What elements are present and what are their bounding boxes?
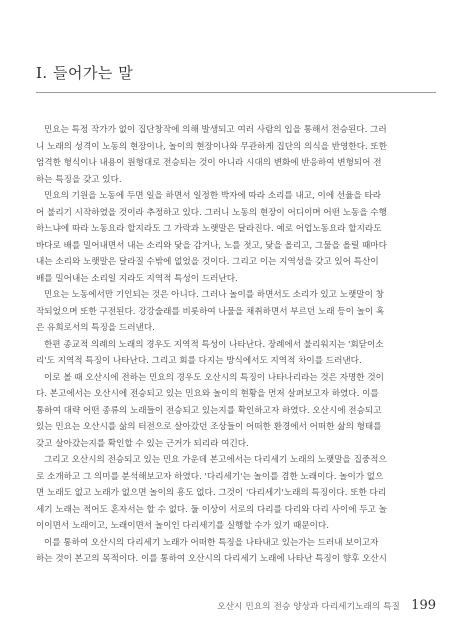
page-number: 199 (411, 598, 436, 613)
text-line: 하는 특징을 갖고 있다. (36, 174, 122, 185)
paragraph (36, 337, 436, 370)
text-line: 민요의 기원을 노동에 두면 일을 하면서 일정한 박자에 따라 소리를 내고, 이에 선율을 타라 (44, 191, 382, 201)
paragraph (36, 287, 436, 337)
text-line: 통하여 대략 어떤 종류의 노래들이 전승되고 있는지를 확인하고자 하였다. 오산시에 전승되고 (36, 405, 382, 416)
paragraph (36, 535, 436, 568)
text-line: 민요는 노동에서만 기인되는 것은 아니다. 그러나 놀이를 하면서도 소리가 있고 노랫말이 창 (44, 290, 384, 300)
text-line: 한편 종교적 의례의 노래의 경우도 지역적 특성이 나타난다. 장례에서 불리워지는 '회닫이소 (44, 339, 384, 350)
text-line: 내는 소리와 노랫말은 달라질 수밖에 없었을 것이다. 그리고 이는 지역성을 갖고 있어 특산이 (36, 257, 379, 267)
text-line: 리'도 지역적 특징이 나타난다. 그리고 회를 다지는 방식에서도 지역적 차이를 드러낸다. (36, 356, 362, 366)
text-line: 어 불리기 시작하였을 것이라 추정하고 있다. 그러니 노동의 현장이 어디이며 어떤 노동을 수행 (36, 207, 387, 218)
text-line: 은 유희로서의 특징을 드러낸다. (36, 323, 155, 333)
text-line: 이이면서 노래이고, 노래이면서 놀이인 다리세기를 실행할 수가 있기 때문이다. (36, 521, 329, 531)
text-line: 있는 민요는 오산시를 삶의 터전으로 살아갔던 조상들이 어떠한 환경에서 어떠한 삶의 형태를 (36, 422, 382, 432)
section-heading: Ⅰ. 들어가는 말 (36, 64, 134, 82)
page-footer (36, 594, 436, 613)
text-line: 다. 본고에서는 오산시에 전승되고 있는 민요와 놀이의 현황을 먼저 살펴보고자 하였다. 이를 (36, 389, 379, 399)
text-line: 민요는 특정 작가가 없이 집단창작에 의해 발생되고 여러 사람의 입을 통해서 전승된다. 그러 (44, 125, 387, 135)
paragraph (36, 452, 436, 535)
text-line: 갖고 살아갔는지를 확인할 수 있는 근거가 되리라 여긴다. (36, 438, 249, 449)
heading-divider (36, 92, 436, 93)
text-line: 하는 것이 본고의 목적이다. 이를 통하여 오산시의 다리세기 노래에 나타난 특징이 향후 오산시 (36, 554, 387, 564)
text-line: 배를 밀어내는 소리일 지라도 지역적 특성이 드러난다. (36, 273, 238, 284)
text-line: 그리고 오산시의 전승되고 있는 민요 가운데 본고에서는 다리세기 노래의 노랫말을 집중적으 (44, 455, 387, 465)
text-line: 이를 통하여 오산시의 다리세기 노래가 어떠한 특징을 나타내고 있는가는 드러내 보이고자 (44, 537, 379, 548)
text-line: 세기 노래는 적어도 혼자서는 할 수 없다. 둘 이상이 서로의 다리를 다리와 다리 사이에 두고 놀 (36, 504, 387, 515)
text-line: 하느냐에 따라 노동요라 할지라도 그 가락과 노랫말은 달라진다. 예로 어업노동요라 할지라도 (36, 224, 382, 234)
text-line: 이로 볼 때 오산시에 전하는 민요의 경우도 오산시의 특징이 나타나리라는 것은 자명한 것이 (44, 372, 384, 383)
text-line: 엄격한 형식이나 내용이 원형대로 전승되는 것이 아니라 시대의 변화에 반응하여 변형되어 전 (36, 158, 382, 168)
body-text (36, 122, 436, 568)
paragraph (36, 122, 436, 188)
text-line: 면 노래도 없고 노래가 없으면 놀이의 흥도 없다. 그것이 '다리세기'노래의 특징이다. 또한 다리 (36, 488, 387, 498)
text-line: 바다로 배를 밀어내면서 내는 소리와 닻을 감거나, 노를 젓고, 닻을 올리고, 그물을 올릴 때마다 (36, 240, 387, 251)
running-title: 오산시 민요의 전승 양상과 다리세기노래의 특질 (217, 602, 401, 612)
paragraph (36, 370, 436, 453)
text-line: 작되었으며 또한 구전된다. 강강술래를 비롯하여 나물을 채취하면서 부르던 노래 등이 놀이 혹 (36, 306, 385, 317)
paragraph (36, 188, 436, 287)
text-line: 니 노래의 성격이 노동의 현장이나, 놀이의 현장이나와 무관하게 집단의 의식을 반영한다. 또한 (36, 141, 387, 152)
text-line: 로 소개하고 그 의미를 분석해보고자 하였다. '다리세기'는 놀이를 겸한 노래이다. 놀이가 없으 (36, 471, 384, 482)
